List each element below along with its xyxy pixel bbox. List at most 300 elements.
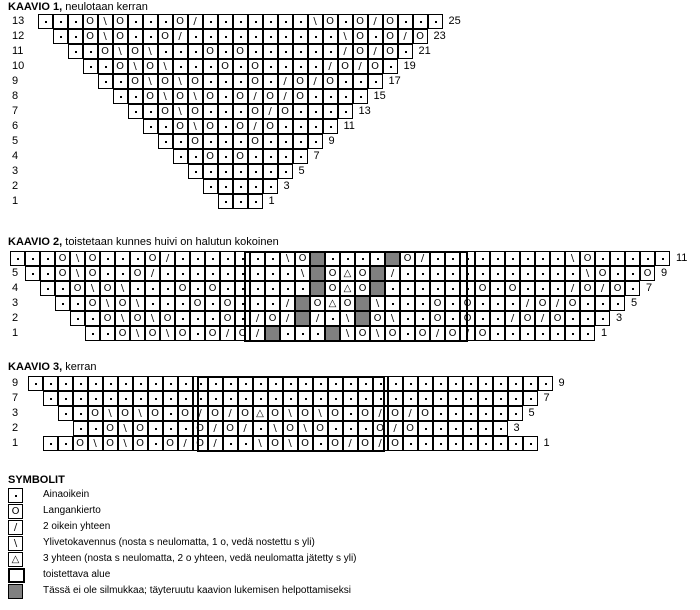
chart2-cell: O bbox=[175, 326, 190, 341]
chart1-cell bbox=[173, 149, 188, 164]
chart3-cell bbox=[148, 376, 163, 391]
chart3-cell bbox=[433, 421, 448, 436]
chart1-row-left-label: 5 bbox=[12, 135, 19, 147]
chart3-cell bbox=[328, 421, 343, 436]
chart3-row-left-label: 1 bbox=[12, 437, 19, 449]
chart3-cell: O bbox=[403, 421, 418, 436]
chart2-cell: O bbox=[445, 326, 460, 341]
chart1-cell bbox=[338, 74, 353, 89]
chart2-cell: O bbox=[325, 281, 340, 296]
chart2-cell: O bbox=[70, 281, 85, 296]
chart3-cell bbox=[448, 391, 463, 406]
chart2-cell: O bbox=[145, 326, 160, 341]
chart1-cell: / bbox=[173, 29, 188, 44]
chart1-cell bbox=[263, 164, 278, 179]
chart2-cell: \ bbox=[370, 326, 385, 341]
chart1-cell: / bbox=[338, 44, 353, 59]
chart3-cell bbox=[328, 391, 343, 406]
chart3-cell: / bbox=[373, 436, 388, 451]
chart2-cell bbox=[235, 266, 250, 281]
chart1-cell bbox=[188, 149, 203, 164]
chart1-row-right-label: 21 bbox=[418, 45, 431, 57]
chart2-cell: / bbox=[220, 326, 235, 341]
legend-symbol-icon: O bbox=[8, 504, 23, 519]
chart3-cell bbox=[523, 436, 538, 451]
chart1-cell bbox=[263, 149, 278, 164]
chart2-cell bbox=[475, 311, 490, 326]
chart1-cell bbox=[233, 134, 248, 149]
chart1-cell bbox=[218, 179, 233, 194]
chart3-cell bbox=[193, 376, 208, 391]
chart1-row-left-label: 11 bbox=[12, 45, 24, 57]
chart3-cell bbox=[448, 421, 463, 436]
chart1-cell bbox=[218, 149, 233, 164]
chart1-cell: O bbox=[83, 29, 98, 44]
chart1-cell: / bbox=[278, 74, 293, 89]
chart1-row-right-label: 13 bbox=[358, 105, 371, 117]
chart1-cell bbox=[308, 89, 323, 104]
chart1-row-right-label: 5 bbox=[298, 165, 305, 177]
chart3-cell bbox=[208, 376, 223, 391]
chart3-cell: \ bbox=[253, 436, 268, 451]
chart3-cell: \ bbox=[283, 436, 298, 451]
chart2-cell bbox=[250, 281, 265, 296]
chart2-cell bbox=[370, 251, 385, 266]
chart2-cell: \ bbox=[145, 311, 160, 326]
chart2-row-left-label: 5 bbox=[12, 267, 19, 279]
chart2-cell: O bbox=[85, 296, 100, 311]
chart1-cell: / bbox=[188, 14, 203, 29]
chart1-cell bbox=[233, 74, 248, 89]
chart1-cell bbox=[233, 194, 248, 209]
chart1-cell: O bbox=[263, 119, 278, 134]
chart2-cell bbox=[250, 266, 265, 281]
chart3-cell: / bbox=[343, 436, 358, 451]
chart1-cell: / bbox=[323, 59, 338, 74]
chart1-row-right-label: 15 bbox=[373, 90, 386, 102]
chart1-row-left-label: 6 bbox=[12, 120, 19, 132]
legend-label: 3 yhteen (nosta s neulomatta, 2 o yhteen, vedä neulomatta jätetty s yli) bbox=[43, 553, 357, 564]
chart1-cell: O bbox=[413, 29, 428, 44]
chart2-cell bbox=[550, 266, 565, 281]
chart2-cell bbox=[265, 251, 280, 266]
chart3-cell bbox=[523, 376, 538, 391]
chart1-cell bbox=[293, 29, 308, 44]
chart2-cell bbox=[70, 311, 85, 326]
chart1-cell bbox=[128, 89, 143, 104]
chart1-cell: O bbox=[233, 89, 248, 104]
chart3-cell bbox=[238, 436, 253, 451]
chart2-cell bbox=[505, 251, 520, 266]
chart2-cell bbox=[640, 251, 655, 266]
chart2-cell bbox=[205, 311, 220, 326]
chart1-cell bbox=[143, 14, 158, 29]
chart2-cell: O bbox=[460, 296, 475, 311]
chart3-cell: O bbox=[328, 406, 343, 421]
chart3-cell: / bbox=[193, 406, 208, 421]
chart1-cell: O bbox=[248, 74, 263, 89]
chart1-row-right-label: 7 bbox=[313, 150, 320, 162]
chart1-row-right-label: 23 bbox=[433, 30, 446, 42]
chart2-cell: O bbox=[475, 326, 490, 341]
chart1-cell bbox=[218, 44, 233, 59]
chart1-cell bbox=[98, 59, 113, 74]
chart3-cell bbox=[403, 436, 418, 451]
chart2-cell: / bbox=[415, 251, 430, 266]
chart2-cell: O bbox=[175, 281, 190, 296]
chart3-cell bbox=[208, 391, 223, 406]
chart2-cell: O bbox=[400, 251, 415, 266]
chart3-cell bbox=[28, 376, 43, 391]
chart1-cell: O bbox=[143, 59, 158, 74]
chart3-cell bbox=[223, 436, 238, 451]
chart3-cell bbox=[118, 376, 133, 391]
chart2-cell bbox=[190, 266, 205, 281]
chart2-cell bbox=[595, 251, 610, 266]
chart2-cell: O bbox=[160, 311, 175, 326]
chart1-cell bbox=[173, 59, 188, 74]
chart3-cell: O bbox=[358, 406, 373, 421]
chart3-cell bbox=[148, 436, 163, 451]
chart2-cell bbox=[505, 326, 520, 341]
chart1-cell: O bbox=[203, 89, 218, 104]
chart1-cell bbox=[428, 14, 443, 29]
chart1-cell bbox=[158, 119, 173, 134]
chart3-cell bbox=[448, 376, 463, 391]
chart1-cell bbox=[53, 29, 68, 44]
chart1-cell: O bbox=[83, 14, 98, 29]
chart1-cell: O bbox=[113, 59, 128, 74]
chart2-cell bbox=[55, 281, 70, 296]
chart3-cell: O bbox=[298, 406, 313, 421]
chart1-row-left-label: 7 bbox=[12, 105, 19, 117]
chart1-cell: O bbox=[113, 29, 128, 44]
chart2-cell bbox=[430, 251, 445, 266]
chart2-cell bbox=[235, 296, 250, 311]
chart2-cell bbox=[295, 326, 310, 341]
chart1-row-left-label: 12 bbox=[12, 30, 25, 42]
chart3-cell bbox=[163, 376, 178, 391]
legend-symbol-icon: \ bbox=[8, 536, 23, 551]
chart2-cell bbox=[400, 326, 415, 341]
chart1-cell bbox=[188, 164, 203, 179]
chart2-cell bbox=[400, 281, 415, 296]
chart2-title-bold: KAAVIO 2, bbox=[8, 236, 63, 248]
chart2-cell: O bbox=[340, 296, 355, 311]
chart3-cell bbox=[88, 376, 103, 391]
chart1-cell bbox=[203, 29, 218, 44]
chart1-cell bbox=[218, 104, 233, 119]
chart2-cell bbox=[520, 266, 535, 281]
chart2-cell bbox=[445, 311, 460, 326]
chart3-cell bbox=[58, 436, 73, 451]
chart2-cell bbox=[205, 266, 220, 281]
chart1-row-left-label: 2 bbox=[12, 180, 19, 192]
chart3-cell bbox=[253, 421, 268, 436]
chart3-title-rest: kerran bbox=[62, 361, 97, 373]
chart1-cell bbox=[278, 164, 293, 179]
chart3-cell bbox=[268, 391, 283, 406]
chart1-cell: O bbox=[353, 44, 368, 59]
chart1-cell: \ bbox=[143, 44, 158, 59]
chart1-cell bbox=[113, 89, 128, 104]
chart2-cell bbox=[115, 251, 130, 266]
chart2-cell bbox=[625, 281, 640, 296]
chart2-cell bbox=[535, 266, 550, 281]
chart3-cell bbox=[493, 391, 508, 406]
chart1-cell: O bbox=[383, 14, 398, 29]
chart3-cell bbox=[118, 391, 133, 406]
chart2-cell bbox=[310, 326, 325, 341]
chart2-cell: O bbox=[295, 251, 310, 266]
chart2-cell: \ bbox=[295, 266, 310, 281]
chart3-cell bbox=[163, 391, 178, 406]
chart2-cell bbox=[310, 281, 325, 296]
chart2-row-left-label: 4 bbox=[12, 282, 19, 294]
chart2-cell bbox=[55, 296, 70, 311]
chart3-cell bbox=[238, 376, 253, 391]
chart1-cell bbox=[323, 89, 338, 104]
chart2-row-left-label: 3 bbox=[12, 297, 19, 309]
chart2-cell: O bbox=[220, 296, 235, 311]
chart1-cell bbox=[398, 44, 413, 59]
chart1-cell bbox=[308, 134, 323, 149]
chart1-cell bbox=[323, 44, 338, 59]
chart2-cell: O bbox=[100, 311, 115, 326]
chart1-cell: O bbox=[383, 44, 398, 59]
chart2-cell: / bbox=[145, 266, 160, 281]
legend-label: Ylivetokavennus (nosta s neulomatta, 1 o, vedä nostettu s yli) bbox=[43, 537, 315, 548]
chart1-cell: O bbox=[218, 59, 233, 74]
chart2-cell: / bbox=[280, 311, 295, 326]
chart2-cell bbox=[160, 281, 175, 296]
chart1-cell bbox=[233, 104, 248, 119]
chart1-cell: O bbox=[293, 89, 308, 104]
chart1-cell bbox=[263, 74, 278, 89]
chart2-cell bbox=[190, 326, 205, 341]
chart1-cell: O bbox=[323, 74, 338, 89]
chart1-cell bbox=[278, 149, 293, 164]
chart2-cell bbox=[325, 311, 340, 326]
chart1-row-left-label: 10 bbox=[12, 60, 25, 72]
chart2-cell: O bbox=[460, 311, 475, 326]
chart2-cell bbox=[130, 281, 145, 296]
chart3-cell bbox=[223, 391, 238, 406]
chart1-cell bbox=[413, 14, 428, 29]
chart3-cell bbox=[103, 376, 118, 391]
chart3-cell bbox=[493, 421, 508, 436]
chart2-cell bbox=[355, 311, 370, 326]
chart3-cell: \ bbox=[103, 406, 118, 421]
chart2-cell bbox=[220, 251, 235, 266]
chart2-cell bbox=[535, 281, 550, 296]
chart1-row-right-label: 3 bbox=[283, 180, 290, 192]
chart2-cell bbox=[175, 296, 190, 311]
chart2-cell bbox=[280, 266, 295, 281]
chart2-cell bbox=[520, 281, 535, 296]
chart1-cell bbox=[278, 119, 293, 134]
chart3-cell bbox=[508, 376, 523, 391]
chart1-cell: O bbox=[173, 89, 188, 104]
chart2-cell bbox=[295, 311, 310, 326]
chart2-cell: O bbox=[595, 266, 610, 281]
chart3-cell bbox=[463, 421, 478, 436]
chart3-cell bbox=[298, 376, 313, 391]
chart1-cell bbox=[218, 119, 233, 134]
chart2-cell bbox=[190, 281, 205, 296]
chart3-row-right-label: 7 bbox=[543, 392, 550, 404]
chart2-cell: \ bbox=[340, 326, 355, 341]
chart1-cell: O bbox=[278, 104, 293, 119]
chart1-cell bbox=[128, 104, 143, 119]
chart2-cell bbox=[175, 266, 190, 281]
chart1-cell bbox=[68, 14, 83, 29]
chart2-cell bbox=[355, 296, 370, 311]
chart3-row-right-label: 3 bbox=[513, 422, 520, 434]
chart3-cell bbox=[463, 406, 478, 421]
chart1-cell bbox=[368, 29, 383, 44]
chart3-cell bbox=[268, 376, 283, 391]
legend-symbol-icon bbox=[8, 488, 23, 503]
chart1-cell: O bbox=[368, 59, 383, 74]
chart1-row-right-label: 11 bbox=[343, 120, 355, 132]
chart2-cell bbox=[40, 251, 55, 266]
chart2-cell: \ bbox=[565, 251, 580, 266]
chart3-cell bbox=[43, 391, 58, 406]
chart3-cell bbox=[478, 376, 493, 391]
chart1-row-right-label: 17 bbox=[388, 75, 401, 87]
chart1-row-left-label: 8 bbox=[12, 90, 19, 102]
chart1-cell: O bbox=[98, 44, 113, 59]
chart1-cell bbox=[293, 44, 308, 59]
chart3-cell bbox=[178, 376, 193, 391]
chart3-cell: O bbox=[163, 436, 178, 451]
chart3-cell bbox=[493, 436, 508, 451]
chart1-cell bbox=[293, 119, 308, 134]
chart2-cell bbox=[400, 266, 415, 281]
chart2-cell bbox=[235, 281, 250, 296]
chart2-cell: / bbox=[280, 296, 295, 311]
chart2-cell: O bbox=[100, 281, 115, 296]
chart1-cell: O bbox=[233, 119, 248, 134]
chart1-cell: O bbox=[113, 14, 128, 29]
chart2-cell bbox=[10, 251, 25, 266]
chart2-cell: O bbox=[430, 311, 445, 326]
chart1-cell: O bbox=[203, 119, 218, 134]
chart1-cell: O bbox=[233, 149, 248, 164]
chart1-cell: O bbox=[383, 29, 398, 44]
chart3-cell: \ bbox=[118, 436, 133, 451]
chart1-row-right-label: 19 bbox=[403, 60, 416, 72]
chart1-cell: / bbox=[248, 89, 263, 104]
chart3-row-left-label: 2 bbox=[12, 422, 19, 434]
chart2-cell: O bbox=[475, 281, 490, 296]
chart2-cell bbox=[370, 266, 385, 281]
chart3-cell: \ bbox=[118, 421, 133, 436]
chart1-cell bbox=[203, 179, 218, 194]
chart1-cell: O bbox=[248, 104, 263, 119]
chart2-cell: O bbox=[385, 326, 400, 341]
chart2-cell bbox=[265, 281, 280, 296]
legend-symbol-icon bbox=[8, 584, 23, 599]
chart3-cell: O bbox=[103, 436, 118, 451]
chart2-row-right-label: 1 bbox=[601, 327, 608, 339]
chart2-cell: \ bbox=[160, 326, 175, 341]
chart2-cell bbox=[220, 266, 235, 281]
chart3-cell: O bbox=[298, 436, 313, 451]
chart1-cell: \ bbox=[158, 59, 173, 74]
chart2-cell: O bbox=[430, 296, 445, 311]
chart3-cell: O bbox=[268, 436, 283, 451]
chart2-cell bbox=[85, 311, 100, 326]
chart3-cell bbox=[298, 391, 313, 406]
chart1-cell bbox=[248, 179, 263, 194]
chart2-cell bbox=[190, 251, 205, 266]
chart2-cell bbox=[25, 251, 40, 266]
chart2-cell: O bbox=[235, 326, 250, 341]
chart2-cell bbox=[610, 251, 625, 266]
chart2-cell bbox=[205, 296, 220, 311]
chart3-cell bbox=[358, 421, 373, 436]
chart3-cell bbox=[463, 391, 478, 406]
chart2-cell: O bbox=[85, 251, 100, 266]
chart1-cell bbox=[188, 59, 203, 74]
chart1-cell bbox=[218, 74, 233, 89]
chart1-cell: O bbox=[248, 134, 263, 149]
chart1-cell bbox=[173, 44, 188, 59]
chart2-cell: \ bbox=[130, 296, 145, 311]
chart2-title bbox=[8, 236, 279, 248]
chart1-row-left-label: 3 bbox=[12, 165, 19, 177]
chart3-cell bbox=[253, 391, 268, 406]
chart1-cell bbox=[203, 74, 218, 89]
chart1-cell: \ bbox=[173, 74, 188, 89]
chart3-cell bbox=[433, 376, 448, 391]
chart2-cell bbox=[40, 281, 55, 296]
chart1-row-left-label: 13 bbox=[12, 15, 25, 27]
chart2-cell bbox=[130, 251, 145, 266]
chart2-row-left-label: 2 bbox=[12, 312, 19, 324]
chart2-cell bbox=[70, 296, 85, 311]
chart2-cell bbox=[235, 311, 250, 326]
chart2-cell bbox=[355, 251, 370, 266]
chart1-cell bbox=[368, 74, 383, 89]
chart3-cell bbox=[43, 436, 58, 451]
chart2-cell bbox=[100, 326, 115, 341]
chart2-cell: / bbox=[160, 251, 175, 266]
chart1-cell bbox=[248, 194, 263, 209]
chart1-cell: \ bbox=[188, 119, 203, 134]
chart1-cell: \ bbox=[128, 59, 143, 74]
chart1-cell bbox=[293, 149, 308, 164]
chart3-cell: O bbox=[388, 436, 403, 451]
chart2-cell bbox=[595, 296, 610, 311]
chart1-cell bbox=[278, 44, 293, 59]
chart2-cell bbox=[400, 296, 415, 311]
chart2-row-right-label: 7 bbox=[646, 282, 653, 294]
chart2-cell: / bbox=[250, 311, 265, 326]
chart1-cell bbox=[203, 59, 218, 74]
chart1-cell: O bbox=[188, 74, 203, 89]
chart2-cell: \ bbox=[115, 311, 130, 326]
chart1-cell bbox=[218, 134, 233, 149]
chart1-cell bbox=[398, 14, 413, 29]
chart2-cell bbox=[145, 281, 160, 296]
chart2-cell: O bbox=[205, 281, 220, 296]
chart2-cell: / bbox=[460, 326, 475, 341]
chart3-cell: \ bbox=[88, 436, 103, 451]
chart2-cell bbox=[415, 266, 430, 281]
